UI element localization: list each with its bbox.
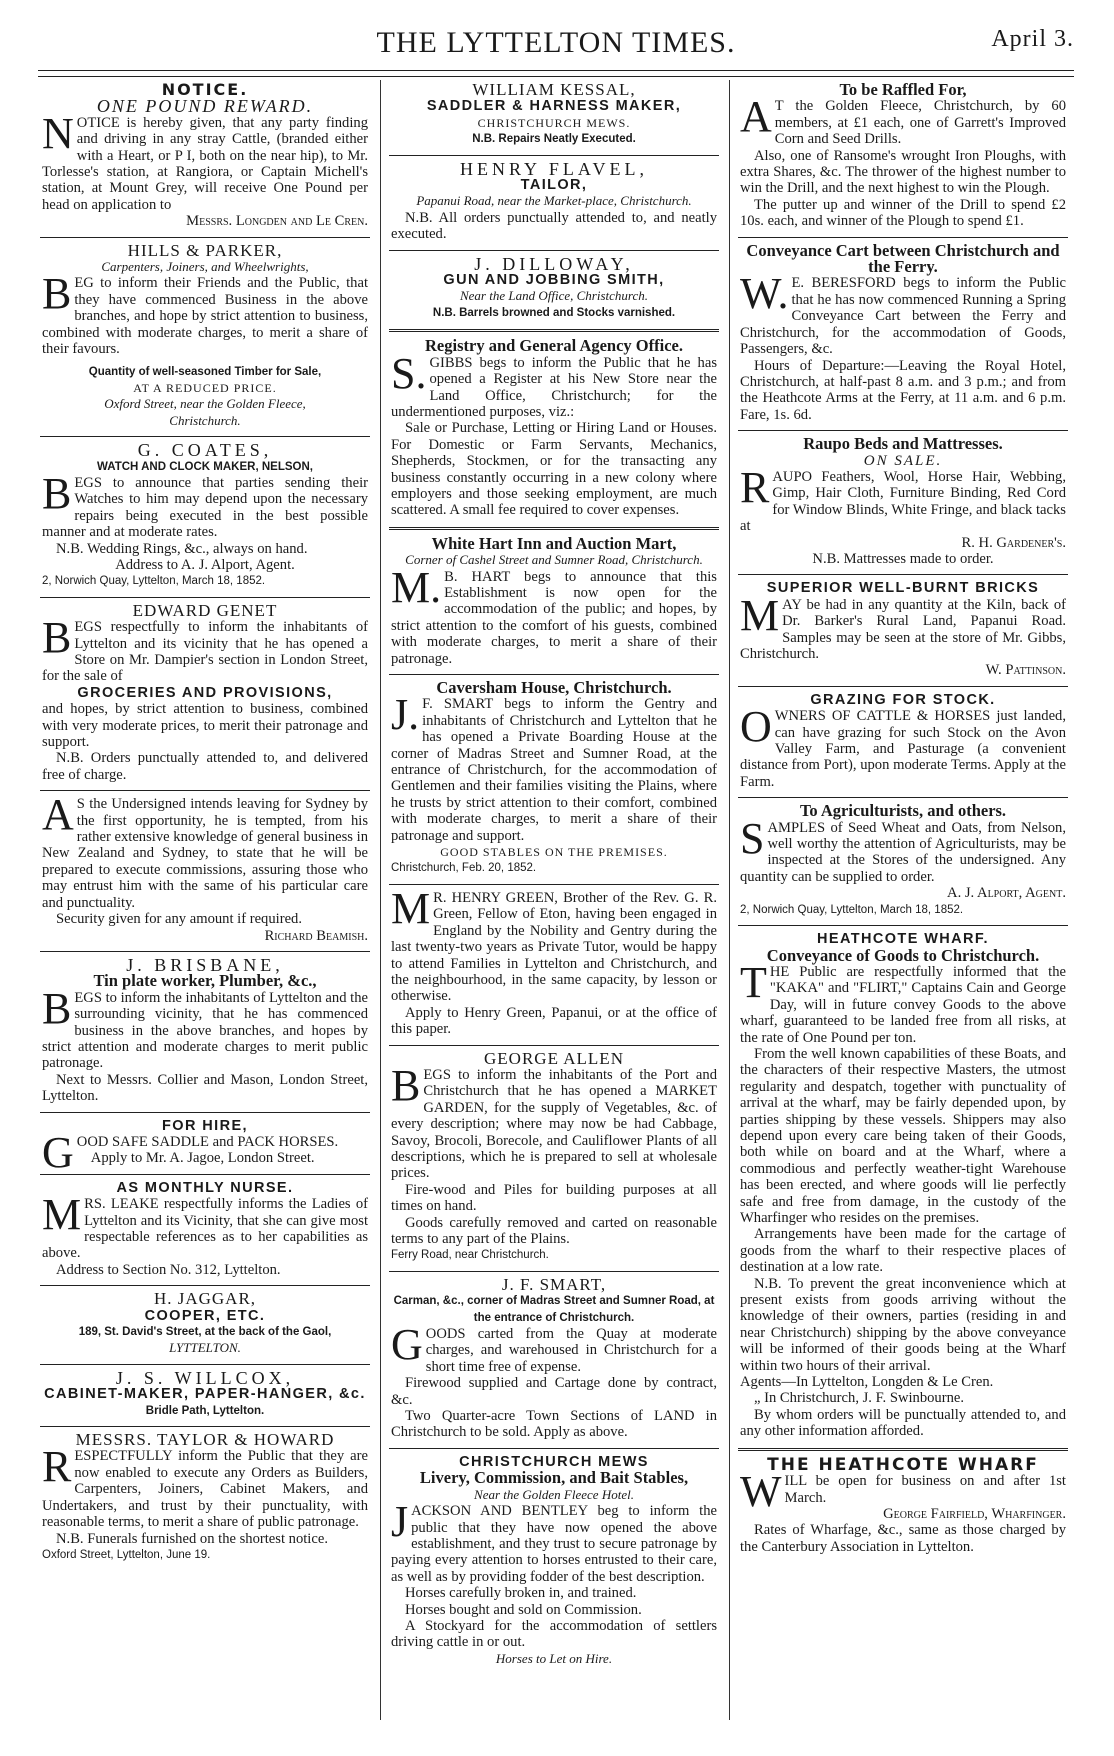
ad-line: Address to Section No. 312, Lyttelton.: [56, 1261, 281, 1278]
column-3: [738, 80, 1068, 1559]
ad-willcox: [40, 1368, 370, 1423]
ad-white-hart: [389, 534, 719, 671]
ad-heading: HENRY FLAVEL,: [459, 158, 648, 179]
ad-line: Apply to Mr. A. Jagoe, London Street.: [90, 1150, 315, 1167]
ad-signature: A. J. Alport, Agent.: [947, 885, 1066, 902]
ad-heading: J. BRISBANE,: [126, 954, 284, 975]
ad-body: MAY be had in any quantity at the Kiln, back of Dr. Barker's Rural Land, Papanui Road. Samples may be seen at the store of Mr. Gibbs, Christchurch.: [740, 590, 1066, 662]
divider: [389, 329, 719, 332]
ad-body: OWNERS OF CATTLE & HORSES just landed, can have grazing for such Stock on the Avon Valley Farm, and Pasturage (a convenient distance from Port), upon moderate Terms. Apply at the Farm.: [740, 702, 1066, 790]
ad-line: By whom orders will be punctually attended to, and any other information afforded.: [740, 1406, 1066, 1440]
ad-date: Oxford Street, Lyttelton, June 19.: [42, 1548, 211, 1561]
ad-line: Rates of Wharfage, &c., same as those charged by the Canterbury Association in Lyttelton.: [740, 1522, 1066, 1555]
ad-date: 2, Norwich Quay, Lyttelton, March 18, 1852.: [42, 575, 266, 588]
ad-body: JACKSON AND BENTLEY beg to inform the public that they have now opened the above establishment, and they trust to secure patronage by paying every attention to horses entrusted to their care, as well as by providing fodder of the best description.: [391, 1497, 717, 1585]
ad-line: Horses to Let on Hire.: [495, 1650, 613, 1666]
ad-flavel: [389, 159, 719, 247]
ad-signature: W. Pattinson.: [985, 662, 1066, 679]
divider: [40, 1426, 370, 1427]
ad-hills-parker: [40, 241, 370, 433]
divider: [738, 237, 1068, 238]
ad-text: From the well known capabilities of these Boats, and the characters of their respective Masters, the utmost regularity and despatch, together with punctuality of arrival at the wharf, may be fairly depended upon, by parties shipping by these vessels. Shippers may also depend upon every care being taken of their Goods, both while on board and at the Wharf, where a commodious and perfectly weather-tight Warehouse has been erected, and where goods will lie perfectly safe and free from damage, in the custody of the Wharfinger who resides on the premises.: [740, 1045, 1066, 1226]
ad-registry: [389, 336, 719, 522]
ad-subheading: Corner of Cashel Street and Sumner Road, Christchurch.: [405, 552, 703, 568]
divider: [738, 1448, 1068, 1451]
ad-subheading: Carman, &c., corner of Madras Street and Sumner Road, at the entrance of Christchurch.: [393, 1295, 715, 1324]
ad-heading: To Agriculturists, and others.: [799, 801, 1007, 821]
masthead-rule: [38, 70, 1074, 77]
divider: [40, 1364, 370, 1365]
ad-monthly-nurse: [40, 1178, 370, 1282]
ad-body: MRS. LEAKE respectfully informs the Ladies of Lyttelton and its Vicinity, that she can give most respectable references as to her capabilities as above.: [42, 1190, 368, 1262]
ad-body: BEGS respectfully to inform the inhabitants of Lyttelton and its vicinity that he has opened a Store on Mr. Dampier's section in London Street, for the sale of: [42, 613, 368, 685]
ad-heading: WILLIAM KESSAL,: [472, 80, 636, 99]
ad-address: LYTTELTON.: [169, 1340, 241, 1356]
ad-line: A Stockyard for the accommodation of settlers driving cattle in or out.: [391, 1617, 717, 1651]
ad-heading: To be Raffled For,: [839, 80, 967, 99]
ad-henry-green: [389, 883, 719, 1042]
ad-jf-smart: [389, 1275, 719, 1445]
ad-notice: [40, 80, 370, 234]
ad-line: GOOD STABLES ON THE PREMISES.: [440, 845, 668, 860]
ad-date: 2, Norwich Quay, Lyttelton, March 18, 1852.: [740, 903, 964, 916]
ad-signature: George Fairfield, Wharfinger.: [883, 1505, 1066, 1522]
ad-conveyance-cart: [738, 241, 1068, 427]
ad-jaggar: [40, 1289, 370, 1361]
divider: [738, 686, 1068, 687]
ad-george-allen: [389, 1049, 719, 1268]
masthead: [38, 22, 1074, 62]
ad-signature: R. H. Gardener's.: [961, 534, 1066, 551]
column-divider: [729, 80, 730, 1720]
ad-dilloway: [389, 254, 719, 326]
ad-subheading: GUN AND JOBBING SMITH,: [443, 272, 665, 289]
ad-line: Horses bought and sold on Commission.: [405, 1601, 642, 1618]
ad-body: SAMPLES of Seed Wheat and Oats, from Nelson, well worthy the attention of Agriculturists, may be inspected at the Stores of the undersigned. Any quantity can be supplied to order.: [740, 813, 1066, 885]
ad-body: W.E. BERESFORD begs to inform the Public that he has now commenced Running a Spring Conveyance Cart between the Ferry and Christchurch, for the accommodation of Goods, Passengers, &c.: [740, 269, 1066, 358]
ad-christchurch-mews: [389, 1452, 719, 1671]
ad-line: N.B. All orders punctually attended to, and neatly executed.: [391, 209, 717, 243]
ad-address: Bridle Path, Lyttelton.: [145, 1404, 265, 1417]
ad-heading: J. DILLOWAY,: [474, 253, 634, 274]
ad-address: CHRISTCHURCH MEWS.: [477, 115, 631, 130]
ad-address: Ferry Road, near Christchurch.: [391, 1249, 549, 1262]
ad-heading: White Hart Inn and Auction Mart,: [431, 533, 677, 553]
divider: [389, 1448, 719, 1449]
issue-date: April 3.: [991, 26, 1074, 52]
ad-line: The putter up and winner of the Drill to spend £2 10s. each, and winner of the Plough to spend £1.: [740, 196, 1066, 230]
ad-heading: FOR HIRE,: [162, 1117, 248, 1134]
divider: [389, 1045, 719, 1046]
ad-body: NOTICE is hereby given, that any party finding and driving in any stray Cattle, (branded either with a Heart, or P I, both on the near hip), to Mr. Torlesse's station, at Rangiora, or Captain Michell's station, at Mount Grey, will receive One Pound per head on application to: [42, 108, 368, 213]
ad-line: N.B. Wedding Rings, &c., always on hand.: [56, 540, 308, 557]
ad-address: 189, St. David's Street, at the back of the Gaol,: [78, 1326, 332, 1339]
ad-heading: GEORGE ALLEN: [484, 1048, 624, 1068]
ad-body: RAUPO Feathers, Wool, Horse Hair, Webbing, Gimp, Hair Cloth, Furniture Binding, Red Cord for Window Blinds, White Fringe, and black tacks at: [740, 462, 1066, 535]
ad-address: Near the Land Office, Christchurch.: [459, 288, 648, 304]
ad-heading: MESSRS. TAYLOR & HOWARD: [75, 1430, 335, 1450]
ad-grazing: [738, 690, 1068, 794]
ad-signature: Messrs. Longden and Le Cren.: [186, 213, 368, 230]
ad-line: Security given for any amount if required.: [56, 911, 302, 928]
ad-date: Christchurch, Feb. 20, 1852.: [391, 862, 537, 875]
ad-subheading: ON SALE.: [863, 452, 943, 469]
newspaper-title: THE LYTTELTON TIMES.: [376, 26, 736, 59]
ad-brisbane: [40, 955, 370, 1109]
ad-line: Fire-wood and Piles for building purposes at all times on hand.: [391, 1181, 717, 1215]
ad-beamish: [40, 790, 370, 948]
divider: [738, 430, 1068, 431]
ad-text: N.B. To prevent the great inconvenience which at present exists from goods arriving without the knowledge of their owners, parties (residing in and near Christchurch) shipping by the above conveyance will be informed of their goods being at the Wharf within two hours of their arrival.: [740, 1275, 1066, 1374]
ad-heading: HEATHCOTE WHARF.: [817, 931, 989, 948]
ad-heading: G. COATES,: [137, 440, 273, 461]
divider: [40, 1112, 370, 1113]
ad-line: Hours of Departure:—Leaving the Royal Hotel, Christchurch, at half-past 8 a.m. and 3 p.m.; and from the Heathcote Arms at the Ferry, at 11 a.m. and 6 p.m. Fare, 1s. 6d.: [740, 357, 1066, 423]
ad-body: M.B. HART begs to announce that this Establishment is now open for the accommodation of the public; and hopes, by strict attention to the comfort of his guests, combined with moderate charges, to merit a share of their patronage.: [391, 562, 717, 667]
ad-heading: J. F. SMART,: [501, 1274, 607, 1294]
ad-body: S.GIBBS begs to inform the Public that he has opened a Register at his New Store near the Land Office, Christchurch; for the undermentioned purposes, viz.:: [391, 348, 717, 420]
ad-line: N.B. Barrels browned and Stocks varnished.: [432, 306, 676, 319]
ad-body: BEGS to inform the inhabitants of Lyttelton and the surrounding vicinity, that he has commenced business in the above branches, and hopes by strict attention and moderate charges to merit public patronage.: [42, 983, 368, 1072]
divider: [40, 951, 370, 952]
ad-subheading: COOPER, ETC.: [144, 1307, 266, 1324]
ad-line: Also, one of Ransome's wrought Iron Ploughs, with extra Shares, &c. The thrower of the highest number to win the Drill, and the next highest to win the Plough.: [740, 147, 1066, 197]
ad-heading: J. S. WILLCOX,: [115, 1367, 295, 1388]
ad-heading: SUPERIOR WELL-BURNT BRICKS: [766, 580, 1040, 597]
ad-subheading: CABINET-MAKER, PAPER-HANGER, &c.: [44, 1386, 366, 1403]
divider: [40, 1285, 370, 1286]
ad-text: and hopes, by strict attention to business, combined with very moderate prices, to merit their patronage and support.: [42, 701, 368, 751]
divider: [389, 250, 719, 251]
divider: [389, 527, 719, 530]
ad-address: Papanui Road, near the Market-place, Christchurch.: [416, 193, 692, 209]
ad-line: Horses carefully broken in, and trained.: [405, 1585, 637, 1602]
ad-body: GOODS carted from the Quay at moderate charges, and warehoused in Christchurch for a short time free of expense.: [391, 1320, 717, 1375]
ad-agriculturists: [738, 801, 1068, 922]
divider: [389, 674, 719, 675]
ad-line: Apply to Henry Green, Papanui, or at the office of this paper.: [391, 1004, 717, 1038]
ad-heading: EDWARD GENET: [132, 600, 278, 620]
divider: [40, 237, 370, 238]
ad-taylor-howard: [40, 1430, 370, 1567]
ad-body: GOOD SAFE SADDLE and PACK HORSES.: [42, 1127, 339, 1177]
divider: [40, 436, 370, 437]
ad-signature: Richard Beamish.: [264, 927, 368, 944]
ad-heading: Raupo Beds and Mattresses.: [803, 434, 1003, 454]
ad-heading: Conveyance Cart between Christchurch and the Ferry.: [746, 240, 1060, 277]
ad-text: Arrangements have been made for the cartage of goods from the wharf to their respective places of destination at a low rate.: [740, 1226, 1066, 1276]
ad-subheading: Livery, Commission, and Bait Stables,: [419, 1468, 689, 1488]
ad-body: THE Public are respectfully informed that the "KAKA" and "FLIRT," Captains Cain and George Day, will in future convey Goods to the above wharf, guaranteed to be landed free from all risks, at the rate of One Pound per ton.: [740, 957, 1066, 1046]
ad-body: AT the Golden Fleece, Christchurch, by 60 members, at £1 each, one of Garrett's Improved Corn and Seed Drills.: [740, 92, 1066, 148]
ad-heathcote-wharf-open: [738, 1455, 1068, 1559]
ad-subheading: Conveyance of Goods to Christchurch.: [766, 945, 1040, 965]
ad-line: N.B. Repairs Neatly Executed.: [472, 133, 636, 146]
ad-body: J.F. SMART begs to inform the Gentry and inhabitants of Christchurch and Lyttelton that he has opened a Private Boarding House at the corner of Madras Street and Sumner Road, at the entrance of Christchurch, for the accommodation of Gentlemen and their families visiting the Plains, where he trusts by strict attention to their comfort, combined with moderate charges, to merit a share of their patronage and support.: [391, 690, 717, 844]
ad-heading: CHRISTCHURCH MEWS: [459, 1453, 649, 1470]
ad-body: AS the Undersigned intends leaving for Sydney by the first opportunity, he is tempted, from his rather extensive knowledge of general business in New Zealand and Sydney, to state that he will be prepared to execute commissions, assuring those who may entrust him with the same of his particular care and punctuality.: [42, 790, 368, 911]
ad-body: BEG to inform their Friends and the Public, that they have commenced Business in the above branches, and hope by strict attention to business, combined with moderate charges, to merit a share of their favours.: [42, 269, 368, 358]
ad-body: MR. HENRY GREEN, Brother of the Rev. G. R. Green, Fellow of Eton, having been engaged in England by the Nobility and Gentry during the last twenty-two years as Private Tutor, would be happy to attend Families in Lyttelton and Christchurch, and the neighbourhood, in the same capacity, by lesson or otherwise.: [391, 883, 717, 1005]
ad-body: BEGS to announce that parties sending their Watches to him may depend upon the necessary repairs being executed in the best possible manner and at moderate rates.: [42, 468, 368, 541]
ad-coates: [40, 440, 370, 594]
divider: [738, 925, 1068, 926]
ad-raffle: [738, 80, 1068, 234]
divider: [389, 1271, 719, 1272]
ad-line: Two Quarter-acre Town Sections of LAND in Christchurch to be sold. Apply as above.: [391, 1408, 717, 1441]
ad-heading: AS MONTHLY NURSE.: [116, 1179, 294, 1196]
ad-line: „ In Christchurch, J. F. Swinbourne.: [754, 1390, 965, 1407]
ad-line: Quantity of well-seasoned Timber for Sale,: [88, 365, 322, 378]
column-2: [389, 80, 719, 1671]
ad-line: Goods carefully removed and carted on reasonable terms to any part of the Plains.: [391, 1214, 717, 1247]
ad-for-hire: [40, 1116, 370, 1177]
ad-line: Firewood supplied and Cartage done by contract, &c.: [391, 1375, 717, 1408]
ad-line: N.B. Orders punctually attended to, and delivered free of charge.: [42, 750, 368, 783]
ad-heading: NOTICE.: [161, 80, 249, 99]
divider: [389, 155, 719, 156]
ad-heading: HILLS & PARKER,: [127, 240, 283, 260]
ad-line: AT A REDUCED PRICE.: [133, 380, 277, 395]
ad-line: N.B. Mattresses made to order.: [812, 550, 994, 567]
ad-caversham: [389, 678, 719, 881]
column-divider: [380, 80, 381, 1720]
ad-address: Oxford Street, near the Golden Fleece,: [104, 396, 306, 412]
ad-heading: THE HEATHCOTE WHARF: [767, 1454, 1039, 1475]
ad-address: Christchurch.: [169, 412, 241, 428]
ad-heading: H. JAGGAR,: [153, 1289, 257, 1309]
ad-subheading: GROCERIES AND PROVISIONS,: [77, 684, 333, 701]
ad-line: N.B. Funerals furnished on the shortest notice.: [56, 1530, 328, 1547]
ad-raupo-beds: [738, 434, 1068, 571]
ad-subheading: ONE POUND REWARD.: [96, 96, 314, 117]
ad-address: Near the Golden Fleece Hotel.: [474, 1486, 634, 1502]
ad-heathcote-wharf: [738, 929, 1068, 1444]
ad-body: RESPECTFULLY inform the Public that they are now enabled to execute any Orders as Builders, Carpenters, Joiners, Cabinet Makers, and Undertakers, and trust by their punctuality, with reasonable terms, to merit a share of public patronage.: [42, 1442, 368, 1531]
ad-text: Sale or Purchase, Letting or Hiring Land or Houses. For Domestic or Farm Servants, Mechanics, Shepherds, Stockmen, or for the transacting any business constantly occurring in a new colony where employers and those seeking employment, are much scattered. A small fee required to cover expenses.: [391, 420, 717, 519]
divider: [40, 597, 370, 598]
ad-line: Agents—In Lyttelton, Longden & Le Cren.: [740, 1374, 994, 1391]
ad-line: Next to Messrs. Collier and Mason, London Street, Lyttelton.: [42, 1071, 368, 1105]
ad-subheading: SADDLER & HARNESS MAKER,: [426, 98, 682, 115]
ad-subheading: WATCH AND CLOCK MAKER, NELSON,: [97, 460, 313, 473]
ad-subheading: Carpenters, Joiners, and Wheelwrights,: [101, 259, 309, 275]
ad-genet: [40, 601, 370, 787]
ad-line: Address to A. J. Alport, Agent.: [115, 556, 295, 573]
ad-subheading: TAILOR,: [520, 177, 588, 194]
divider: [738, 574, 1068, 575]
ad-body: BEGS to inform the inhabitants of the Port and Christchurch that he has opened a MARKET GARDEN, for the supply of Vegetables, &c. of every description; where may now be had Cabbage, Savoy, Brocoli, Borecole, and Cauliflower Plants of all descriptions, which he is prepared to sell at wholesale prices.: [391, 1060, 717, 1182]
ad-heading: GRAZING FOR STOCK.: [810, 691, 996, 708]
divider: [40, 1174, 370, 1175]
ad-body: WILL be open for business on and after 1st March.: [740, 1467, 1066, 1517]
ad-heading: Caversham House, Christchurch.: [436, 678, 672, 697]
divider: [40, 790, 370, 791]
divider: [389, 884, 719, 885]
column-1: [40, 80, 370, 1567]
ad-subheading: Tin plate worker, Plumber, &c.,: [93, 971, 317, 991]
ad-kessal: [389, 80, 719, 152]
ad-heading: Registry and General Agency Office.: [425, 336, 683, 356]
ad-bricks: [738, 578, 1068, 682]
divider: [738, 797, 1068, 798]
